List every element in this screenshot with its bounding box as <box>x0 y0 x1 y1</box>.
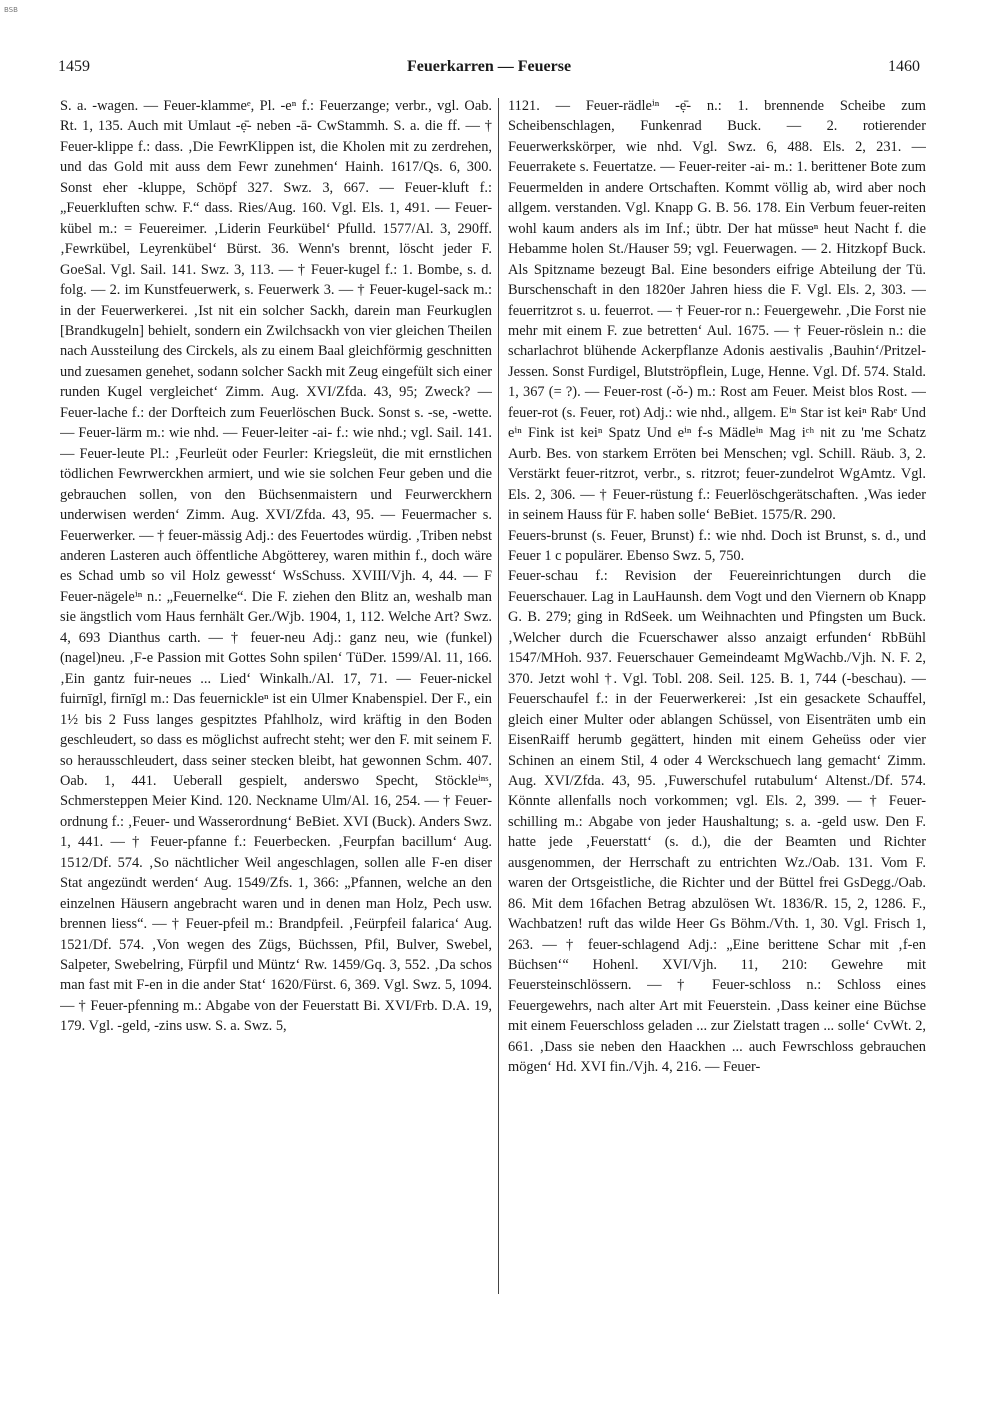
page-header <box>58 58 920 82</box>
left-column-number: 1459 <box>58 58 90 75</box>
dictionary-entry-text: S. a. -wagen. — Feuer-klammeᵉ, Pl. -eⁿ f.: Feuerzange; verbr., vgl. Oab. Rt. 1, 135. Auch mit Umlaut -ẹ̄- neben -ā- CwStammh. S. a. die ff. — † Feuer-klippe f.: dass. ‚Die FewrKlippen ist, die Kholen mit zu zerdrehen, und das Gold mit auss dem Fewr zunehmen‘ Hainh. 1617/Qs. 6, 300. Sonst eher -kluppe, Schöpf 327. Swz. 3, 667. — Feuer-kluft f.: „Feuerkluften schw. F.“ dass. Ries/Aug. 160. Vgl. Els. 1, 491. — Feuer-kübel m.: = Feuereimer. ‚Liderin Feurkübel‘ Pfulld. 1577/Al. 3, 290ff. ‚Fewrkübel, Leyrenkübel‘ Bürst. 36. Wenn's brennt, löscht jeder F. GoeSal. Vgl. Sail. 141. Swz. 3, 113. — † Feuer-kugel f.: 1. Bombe, s. d. folg. — 2. im Kunstfeuerwerk, s. Feuerwerk 3. — † Feuer-kugel-sack m.: in der Feuerwerkerei. ‚Ist nit ein solcher Sackh, darein man Feurkuglen [Brandkugeln] behielt, sondern ein Zwilchsackh von vier gleichen Theilen nach Aussteilung des Circkels, als zu einem Baal gleichförmig geschnitten und zuesamen genehet, sodann solcher Sackh mit Zeug eingefült sich einer runden Kugel vergleichet‘ Zimm. Aug. XVI/Zfda. 43, 95; Zweck? — Feuer-lache f.: der Dorfteich zum Feuerlöschen Buck. Sonst s. -se, -wette. — Feuer-lärm m.: wie nhd. — Feuer-leiter -ai- f.: wie nhd.; vgl. Sail. 141. — Feuer-leute Pl.: ‚Feurleüt oder Feurler: Kriegsleüt, die mit ernstlichen tödlichen Fewrwerckhen armiert, und wie sie solchen Feur geben und die gebrauchen sollen, von den Büchsenmaistern und Feurwerckhern underwisen werden‘ Zimm. Aug. XVI/Zfda. 43, 95. — Feuermacher s. Feuerwerker. — † feuer-mässig Adj.: des Feuertodes würdig. ‚Triben nebst anderen Lasteren auch öffentliche Abgötterey, waren mithin f., doch wäre es Schad umb so vil Holz gewesst‘ WsSchuss. XVIII/Vjh. 4, 44. — F Feuer-nägeleⁱⁿ n.: „Feuernelke“. Die F. ziehen den Blitz an, weshalb man sie ängstlich vom Haus fernhält Ger./Wjb. 1904, 1, 112. Welche Art? Swz. 4, 693 Dianthus carth. — † feuer-neu Adj.: ganz neu, wie (funkel)(nagel)neu. ‚F-e Passion mit Gottes Sohn spilen‘ TüDer. 1599/Al. 11, 166. ‚Ein gantz fuir-neues ... Lied‘ Winkalh./Al. 17, 71. — Feuer-nickel fuirnīgl, firnīgl m.: Das feuernickleⁿ ist ein Ulmer Knabenspiel. Der F., ein 1½ bis 2 Fuss langes gespitztes Pfahlholz, wird kräftig in den Boden geschleudert, so dass es möglichst aufrecht steht; wer den F. mit seinem F. so herausschleudert, dass seiner stecken bleibt, hat gewonnen Schm. 407. Oab. 1, 441. Ueberall gespielt, anderswo Specht, Stöckleⁱⁿˢ, Schmersteppen Meier Kind. 120. Neckname Ulm/Al. 16, 254. — † Feuer-ordnung f.: ‚Feuer- und Wasserordnung‘ BeBiet. XVI (Buck). Anders Swz. 1, 441. — † Feuer-pfanne f.: Feuerbecken. ‚Feurpfan bacillum‘ Aug. 1512/Df. 574. ‚So nächtlicher Weil angeschlagen, sollen alle F-en diser Stat angezündt werden‘ Aug. 1549/Zfs. 1, 366: „Pfannen, welche an den einzelnen Häusern angebracht waren und in denen man Holz, Pech usw. brennen liess“. — † Feuer-pfeil m.: Brandpfeil. ‚Feürpfeil falarica‘ Aug. 1521/Df. 574. ‚Von wegen des Zügs, Büchssen, Pfil, Bulver, Swebel, Salpeter, Swebelring, Fürpfil und Müntz‘ Rw. 1459/Gq. 3, 552. ‚Da schos man fast mit F-en in die ander Stat‘ 1620/Fürst. 6, 369. Vgl. Swz. 5, 1094. — † Feuer-pfenning m.: Abgabe von der Feuerstatt Bi. XVI/Frb. D.A. 19, 179. Vgl. -geld, -zins usw. S. a. Swz. 5, <box>60 98 492 1035</box>
dictionary-entry-text: Feuer-schau f.: Revision der Feuereinrichtungen durch die Feuerschauer. Lag in LauHaunsh. dem Vogt und den Viernern ob Knapp G. B. 279; ging in RdSeek. um Weihnachten und Pfingsten um Buck. ‚Welcher durch die Fcuerschawer alsso anzaigt erfunden‘ RbBühl 1547/MHoh. 937. Feuerschauer Gemeindeamt MgWachb./Vjh. N. F. 2, 370. Jetzt wohl †. Vgl. Tobl. 208. Seil. 125. B. 1, 744 (-beschau). — Feuerschaufel f.: in der Feuerwerkerei: ‚Ist ein gesackete Schauffel, gleich einer Multer oder ablangen Schüssel, von Eisenträten umb ein EisenRaiff herumb gegättert, hinden mit einem Geheüss oder vier Schinen an einem Stil, 4 oder 4 Werckschuech lang gemacht‘ Zimm. Aug. XVI/Zfda. 43, 95. ‚Fuwerschufel rutabulum‘ Altenst./Df. 574. Könnte allenfalls noch vorkommen; vgl. Els. 2, 399. — † Feuer-schilling m.: Abgabe von jeder Haushaltung; s. a. -geld usw. Den F. hatte jede ‚Feuerstatt‘ (s. d.), die der Beamten und Richter ausgenommen, der Herrschaft zu entrichten Wz./Oab. 131. Vom F. waren der Ortsgeistliche, die Richter und der Büttel frei GsDegg./Oab. 86. Mit dem 16fachen Betrag abzulösen Wt. 1836/R. 15, 2, 1286. F., Wachbatzen! ruft das wilde Heer Gs Böhm./Vth. 1, 30. Vgl. Frisch 1, 263. — † feuer-schlagend Adj.: „Eine berittene Schar mit ‚f-en Büchsen‘“ Hohenl. XVI/Vjh. 11, 210: Gewehre mit Feuersteinschlössern. — † Feuer-schloss n.: Schloss eines Feuergewehrs, nach alter Art mit Feuerstein. ‚Dass keiner eine Büchse mit einem Feuerschloss geladen ... zur Zielstatt tragen ... solle‘ CvWt. 2, 661. ‚Dass sie neben den Haackhen ... auch Fewrschloss gebrauchen mögen‘ Hd. XVI fin./Vjh. 4, 216. — Feuer- <box>508 568 926 1076</box>
dictionary-entry-text: 1121. — Feuer-rädleⁱⁿ -ẹ̄- n.: 1. brennende Scheibe zum Scheibenschlagen, Funkenrad Buck. — 2. rotierender Feuerwerkskörper, wie nhd. Vgl. Swz. 6, 488. Els. 2, 231. — Feuerrakete s. Feuertatze. — Feuer-reiter -ai- m.: 1. berittener Bote zum Feuermelden in andere Ortschaften. Kommt völlig ab, wird aber noch allgem. verstanden. Vgl. Knapp G. B. 56. 178. Ein Verbum feuer-reiten wohl kaum anders als im Inf.; übtr. Der hat müsseⁿ heut Nacht f. die Hebamme holen St./Hauser 59; vgl. Feuerwagen. — 2. Hitzkopf Buck. Als Spitzname bezeugt Bal. Eine besonders eifrige Abteilung der Tü. Burschenschaft in den 1820er Jahren hiess die F. Vgl. Els. 2, 303. — feuerritzrot s. u. feuerrot. — † Feuer-ror n.: Feuergewehr. ‚Die Forst nie mehr mit einem F. zue betretten‘ Aul. 1675. — † Feuer-röslein n.: die scharlachrot blühende Ackerpflanze Adonis aestivalis ‚Bauhin‘/Pritzel-Jessen. Sonst Furdigel, Blutströpflein, Luge, Henne. Vgl. Df. 574. Stald. 1, 367 (= ?). — Feuer-rost (-ǒ-) m.: Rost am Feuer. Meist blos Rost. — feuer-rot (s. Feuer, rot) Adj.: wie nhd., allgem. Eⁱⁿ Star ist keiⁿ Rabᵉ Und eⁱⁿ Fink ist keiⁿ Spatz Und eⁱⁿ f-s Mädleⁱⁿ Mag iᶜʰ nit zu 'me Schatz Aurb. Bes. von starkem Erröten bei Menschen; vgl. Schill. Räub. 3, 2. Verstärkt feuer-ritzrot, verbr., s. ritzrot; feuer-zundelrot WgAmtz. Vgl. Els. 2, 306. — † Feuer-rüstung f.: Feuerlöschgerätschaften. ‚Was ieder in seinem Hauss für F. haben solle‘ BeBiet. 1575/R. 290. <box>508 98 926 524</box>
running-head: Feuerkarren — Feuerse <box>406 58 572 75</box>
right-column-number: 1460 <box>888 58 920 75</box>
right-column <box>508 96 926 1312</box>
column-divider <box>498 98 499 1294</box>
left-column <box>60 96 492 1312</box>
library-stamp: BSB <box>4 6 18 14</box>
dictionary-entry-text: Feuers-brunst (s. Feuer, Brunst) f.: wie nhd. Doch ist Brunst, s. d., und Feuer 1 c populärer. Ebenso Swz. 5, 750. <box>508 527 926 564</box>
